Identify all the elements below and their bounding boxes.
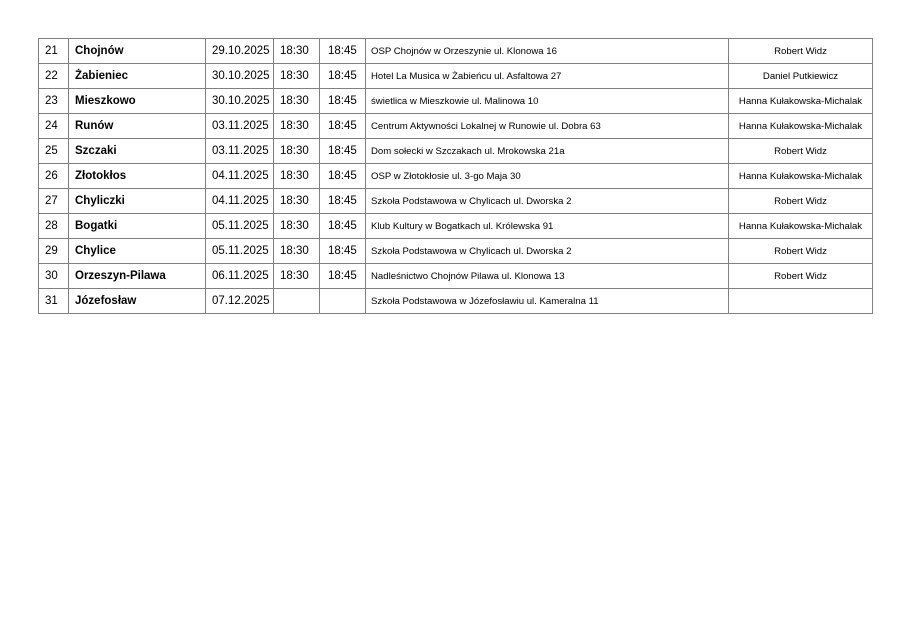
meeting-location: OSP w Złotokłosie ul. 3-go Maja 30 <box>366 164 729 189</box>
start-time: 18:30 <box>274 264 320 289</box>
end-time: 18:45 <box>320 239 366 264</box>
meeting-location: Klub Kultury w Bogatkach ul. Królewska 91 <box>366 214 729 239</box>
meeting-date: 03.11.2025 <box>206 114 274 139</box>
responsible-person: Robert Widz <box>729 264 873 289</box>
start-time: 18:30 <box>274 189 320 214</box>
start-time: 18:30 <box>274 214 320 239</box>
row-number: 28 <box>39 214 69 239</box>
end-time: 18:45 <box>320 189 366 214</box>
responsible-person: Robert Widz <box>729 139 873 164</box>
responsible-person: Hanna Kułakowska-Michalak <box>729 89 873 114</box>
responsible-person: Robert Widz <box>729 239 873 264</box>
row-number: 29 <box>39 239 69 264</box>
table-row <box>39 289 873 314</box>
table-row <box>39 64 873 89</box>
end-time: 18:45 <box>320 39 366 64</box>
start-time: 18:30 <box>274 39 320 64</box>
responsible-person: Daniel Putkiewicz <box>729 64 873 89</box>
village-name: Żabieniec <box>69 64 206 89</box>
village-name: Chyliczki <box>69 189 206 214</box>
meeting-date: 05.11.2025 <box>206 239 274 264</box>
row-number: 27 <box>39 189 69 214</box>
end-time: 18:45 <box>320 264 366 289</box>
table-row <box>39 189 873 214</box>
table-row <box>39 214 873 239</box>
village-name: Bogatki <box>69 214 206 239</box>
responsible-person: Hanna Kułakowska-Michalak <box>729 164 873 189</box>
responsible-person: Robert Widz <box>729 189 873 214</box>
schedule-table-body <box>39 39 873 314</box>
village-name: Złotokłos <box>69 164 206 189</box>
row-number: 21 <box>39 39 69 64</box>
responsible-person: Hanna Kułakowska-Michalak <box>729 114 873 139</box>
table-row <box>39 89 873 114</box>
meeting-date: 05.11.2025 <box>206 214 274 239</box>
village-name: Mieszkowo <box>69 89 206 114</box>
table-row <box>39 264 873 289</box>
table-row <box>39 239 873 264</box>
meeting-date: 07.12.2025 <box>206 289 274 314</box>
responsible-person: Hanna Kułakowska-Michalak <box>729 214 873 239</box>
start-time: 18:30 <box>274 114 320 139</box>
village-name: Józefosław <box>69 289 206 314</box>
village-name: Chylice <box>69 239 206 264</box>
end-time <box>320 289 366 314</box>
village-name: Chojnów <box>69 39 206 64</box>
responsible-person: Robert Widz <box>729 39 873 64</box>
meeting-date: 04.11.2025 <box>206 164 274 189</box>
meeting-location: Szkoła Podstawowa w Chylicach ul. Dworska 2 <box>366 189 729 214</box>
row-number: 22 <box>39 64 69 89</box>
start-time: 18:30 <box>274 64 320 89</box>
meeting-location: OSP Chojnów w Orzeszynie ul. Klonowa 16 <box>366 39 729 64</box>
meeting-date: 06.11.2025 <box>206 264 274 289</box>
table-row <box>39 39 873 64</box>
meeting-location: Hotel La Musica w Żabieńcu ul. Asfaltowa 27 <box>366 64 729 89</box>
meeting-date: 30.10.2025 <box>206 89 274 114</box>
table-row <box>39 114 873 139</box>
end-time: 18:45 <box>320 139 366 164</box>
meeting-location: Szkoła Podstawowa w Chylicach ul. Dworska 2 <box>366 239 729 264</box>
start-time: 18:30 <box>274 239 320 264</box>
responsible-person <box>729 289 873 314</box>
table-row <box>39 139 873 164</box>
row-number: 30 <box>39 264 69 289</box>
meeting-location: Nadleśnictwo Chojnów Pilawa ul. Klonowa 13 <box>366 264 729 289</box>
end-time: 18:45 <box>320 89 366 114</box>
village-name: Szczaki <box>69 139 206 164</box>
meeting-location: Szkoła Podstawowa w Józefosławiu ul. Kameralna 11 <box>366 289 729 314</box>
village-name: Runów <box>69 114 206 139</box>
meeting-date: 29.10.2025 <box>206 39 274 64</box>
row-number: 25 <box>39 139 69 164</box>
meeting-schedule-table <box>38 38 873 314</box>
row-number: 24 <box>39 114 69 139</box>
end-time: 18:45 <box>320 64 366 89</box>
meeting-location: świetlica w Mieszkowie ul. Malinowa 10 <box>366 89 729 114</box>
meeting-location: Centrum Aktywności Lokalnej w Runowie ul. Dobra 63 <box>366 114 729 139</box>
meeting-date: 03.11.2025 <box>206 139 274 164</box>
start-time: 18:30 <box>274 139 320 164</box>
meeting-date: 30.10.2025 <box>206 64 274 89</box>
start-time <box>274 289 320 314</box>
table-row <box>39 164 873 189</box>
end-time: 18:45 <box>320 164 366 189</box>
row-number: 23 <box>39 89 69 114</box>
meeting-date: 04.11.2025 <box>206 189 274 214</box>
end-time: 18:45 <box>320 214 366 239</box>
start-time: 18:30 <box>274 164 320 189</box>
row-number: 26 <box>39 164 69 189</box>
start-time: 18:30 <box>274 89 320 114</box>
meeting-location: Dom sołecki w Szczakach ul. Mrokowska 21a <box>366 139 729 164</box>
end-time: 18:45 <box>320 114 366 139</box>
row-number: 31 <box>39 289 69 314</box>
village-name: Orzeszyn-Pilawa <box>69 264 206 289</box>
